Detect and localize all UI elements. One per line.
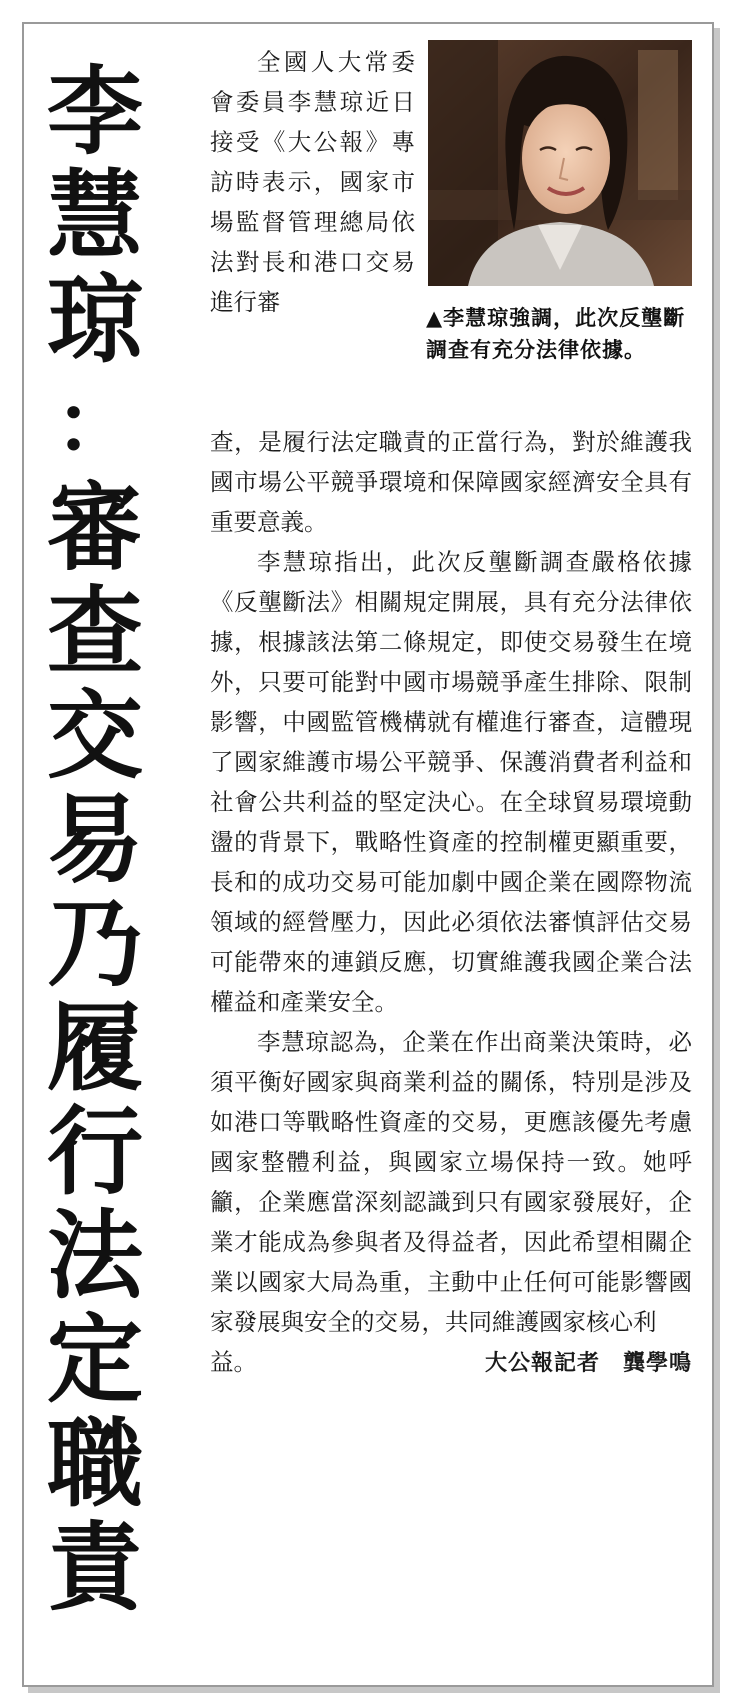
headline-char: 乃 xyxy=(47,887,143,1000)
paragraph-1-end: 查，是履行法定職責的正當行為，對於維護我國市場公平競爭環境和保障國家經濟安全具有重要意義。 xyxy=(210,428,692,536)
headline-char: 法 xyxy=(47,1199,143,1312)
article-body xyxy=(210,422,692,1384)
headline-char: 琼 xyxy=(47,263,143,376)
paragraph-3-end: 益。 xyxy=(210,1348,257,1376)
headline-char: 行 xyxy=(47,1095,143,1208)
headline-char: 責 xyxy=(47,1511,143,1624)
headline-char: 查 xyxy=(47,575,143,688)
portrait-illustration xyxy=(428,40,692,286)
headline-char: 審 xyxy=(47,471,143,584)
paragraph-1-start: 全國人大常委會委員李慧琼近日接受《大公報》專訪時表示，國家市場監督管理總局依法對長和港口交易進行審 xyxy=(210,48,415,316)
headline-char: 職 xyxy=(47,1407,143,1520)
photo-caption: ▲李慧琼強調，此次反壟斷調查有充分法律依據。 xyxy=(426,306,686,362)
paragraph-3: 李慧琼認為，企業在作出商業決策時，必須平衡好國家與商業利益的關係，特別是涉及如港口等戰略性資產的交易，更應該優先考慮國家整體利益，與國家立場保持一致。她呼籲，企業應當深刻認識到只有國家發展好，企業才能成為參與者及得益者，因此希望相關企業以國家大局為重，主動中止任何可能影響國家發展與安全的交易，共同維護國家核心利 xyxy=(210,1028,692,1336)
article-intro xyxy=(210,42,415,322)
byline: 大公報記者 龔學鳴 xyxy=(484,1351,692,1376)
headline xyxy=(40,55,150,1624)
headline-char: 慧 xyxy=(47,159,143,272)
headline-char: 易 xyxy=(47,783,143,896)
headline-char: 履 xyxy=(47,991,143,1104)
portrait-photo xyxy=(428,40,692,286)
headline-char: 交 xyxy=(47,679,143,792)
paragraph-2: 李慧琼指出，此次反壟斷調查嚴格依據《反壟斷法》相關規定開展，具有充分法律依據，根據該法第二條規定，即使交易發生在境外，只要可能對中國市場競爭產生排除、限制影響，中國監管機構就有權進行審查，這體現了國家維護市場公平競爭、保護消費者利益和社會公共利益的堅定決心。在全球貿易環境動盪的背景下，戰略性資產的控制權更顯重要，長和的成功交易可能加劇中國企業在國際物流領域的經營壓力，因此必須依法審慎評估交易可能帶來的連鎖反應，切實維護我國企業合法權益和產業安全。 xyxy=(210,548,692,1016)
headline-char: 定 xyxy=(47,1303,143,1416)
headline-char: 李 xyxy=(47,55,143,168)
closing-line xyxy=(210,1342,692,1384)
headline-char: ： xyxy=(55,377,135,471)
